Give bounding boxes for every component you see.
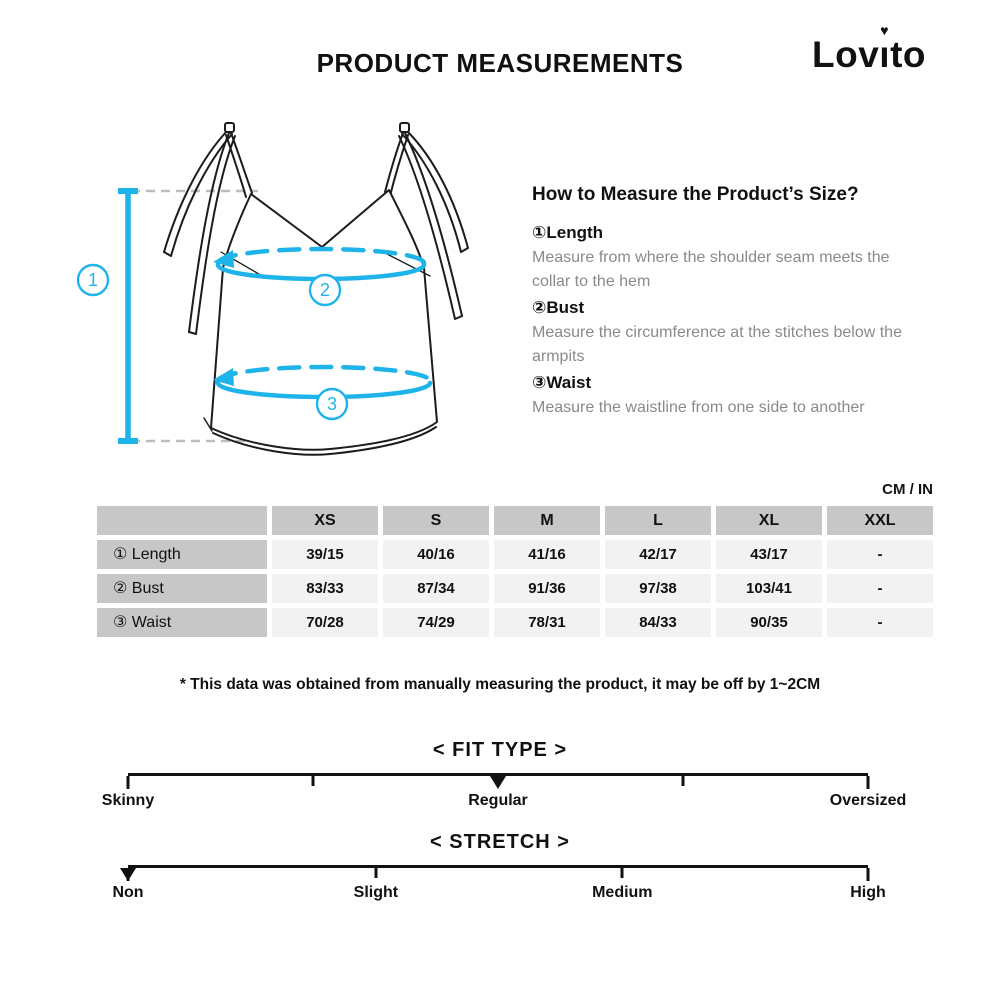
guide-label-length: ①Length xyxy=(532,223,604,242)
col-header-l: L xyxy=(605,506,711,535)
stretch-label-medium: Medium xyxy=(592,884,653,901)
lovito-logo xyxy=(812,21,926,76)
length-xl: 43/17 xyxy=(716,540,822,569)
logo-text-right: to xyxy=(890,34,926,75)
length-m: 41/16 xyxy=(494,540,600,569)
bust-badge xyxy=(310,275,340,305)
fit-tick-75 xyxy=(682,776,685,786)
stretch-label-high: High xyxy=(850,884,886,901)
length-s: 40/16 xyxy=(383,540,489,569)
guide-desc-length: Measure from where the shoulder seam meets the collar to the hem xyxy=(532,249,890,290)
svg-text:3: 3 xyxy=(326,394,338,414)
guide-label-waist: ③Waist xyxy=(532,373,592,392)
bust-xl: 103/41 xyxy=(716,574,822,603)
guide-heading: How to Measure the Product’s Size? xyxy=(532,184,859,205)
stretch-tick-67 xyxy=(621,868,624,878)
guide-desc-waist: Measure the waistline from one side to another xyxy=(532,399,865,416)
col-header-xl: XL xyxy=(716,506,822,535)
fit-label-skinny: Skinny xyxy=(101,792,155,809)
disclaimer-note: * This data was obtained from manually measuring the product, it may be off by 1~2CM xyxy=(179,676,821,693)
bust-xs: 83/33 xyxy=(272,574,378,603)
size-table xyxy=(97,506,933,637)
bust-l: 97/38 xyxy=(605,574,711,603)
guide-label-bust: ②Bust xyxy=(532,298,585,317)
length-xs: 39/15 xyxy=(272,540,378,569)
col-header-m: M xyxy=(494,506,600,535)
fit-tick-100 xyxy=(867,776,870,789)
waist-xxl: - xyxy=(827,608,933,637)
row-label-bust: ② Bust xyxy=(97,574,267,603)
stretch-tick-33 xyxy=(374,868,377,878)
stretch-track xyxy=(112,865,886,905)
fit-label-regular: Regular xyxy=(468,792,528,809)
length-xxl: - xyxy=(827,540,933,569)
svg-text:1: 1 xyxy=(87,270,99,290)
guide-item-waist xyxy=(532,369,914,420)
logo-text-left: Lov xyxy=(812,34,880,75)
svg-text:2: 2 xyxy=(319,280,331,300)
heart-icon: ♥ xyxy=(880,21,890,39)
length-l: 42/17 xyxy=(605,540,711,569)
table-corner-cell xyxy=(97,506,267,535)
page-title: PRODUCT MEASUREMENTS xyxy=(316,48,684,78)
stretch-tick-100 xyxy=(867,868,870,881)
waist-s: 74/29 xyxy=(383,608,489,637)
length-badge xyxy=(78,265,108,295)
fit-type-track xyxy=(101,773,907,813)
fit-type-scale xyxy=(0,738,1000,813)
bust-s: 87/34 xyxy=(383,574,489,603)
guide-item-length xyxy=(532,219,914,294)
fit-type-heading: < FIT TYPE > xyxy=(432,739,568,761)
row-label-waist: ③ Waist xyxy=(97,608,267,637)
col-header-xxl: XXL xyxy=(827,506,933,535)
fit-label-oversized: Oversized xyxy=(829,792,907,809)
fit-marker-icon xyxy=(490,776,506,789)
measure-guide xyxy=(532,184,914,420)
bust-m: 91/36 xyxy=(494,574,600,603)
stretch-heading: < STRETCH > xyxy=(430,831,570,853)
stretch-label-non: Non xyxy=(112,884,144,901)
length-measure-bar xyxy=(118,191,138,441)
col-header-s: S xyxy=(383,506,489,535)
waist-m: 78/31 xyxy=(494,608,600,637)
stretch-label-slight: Slight xyxy=(353,884,399,901)
waist-xl: 90/35 xyxy=(716,608,822,637)
fit-tick-25 xyxy=(312,776,315,786)
row-label-length: ① Length xyxy=(97,540,267,569)
waist-badge xyxy=(317,389,347,419)
guide-desc-bust: Measure the circumference at the stitches below the armpits xyxy=(532,324,902,365)
stretch-scale xyxy=(0,830,1000,905)
garment-diagram xyxy=(60,105,520,465)
guide-item-bust xyxy=(532,294,914,369)
logo-i: ♥ ı xyxy=(879,21,891,75)
waist-xs: 70/28 xyxy=(272,608,378,637)
unit-label: CM / IN xyxy=(882,481,933,498)
stretch-marker-icon xyxy=(120,868,136,881)
bust-xxl: - xyxy=(827,574,933,603)
col-header-xs: XS xyxy=(272,506,378,535)
waist-l: 84/33 xyxy=(605,608,711,637)
fit-tick-0 xyxy=(127,776,130,789)
